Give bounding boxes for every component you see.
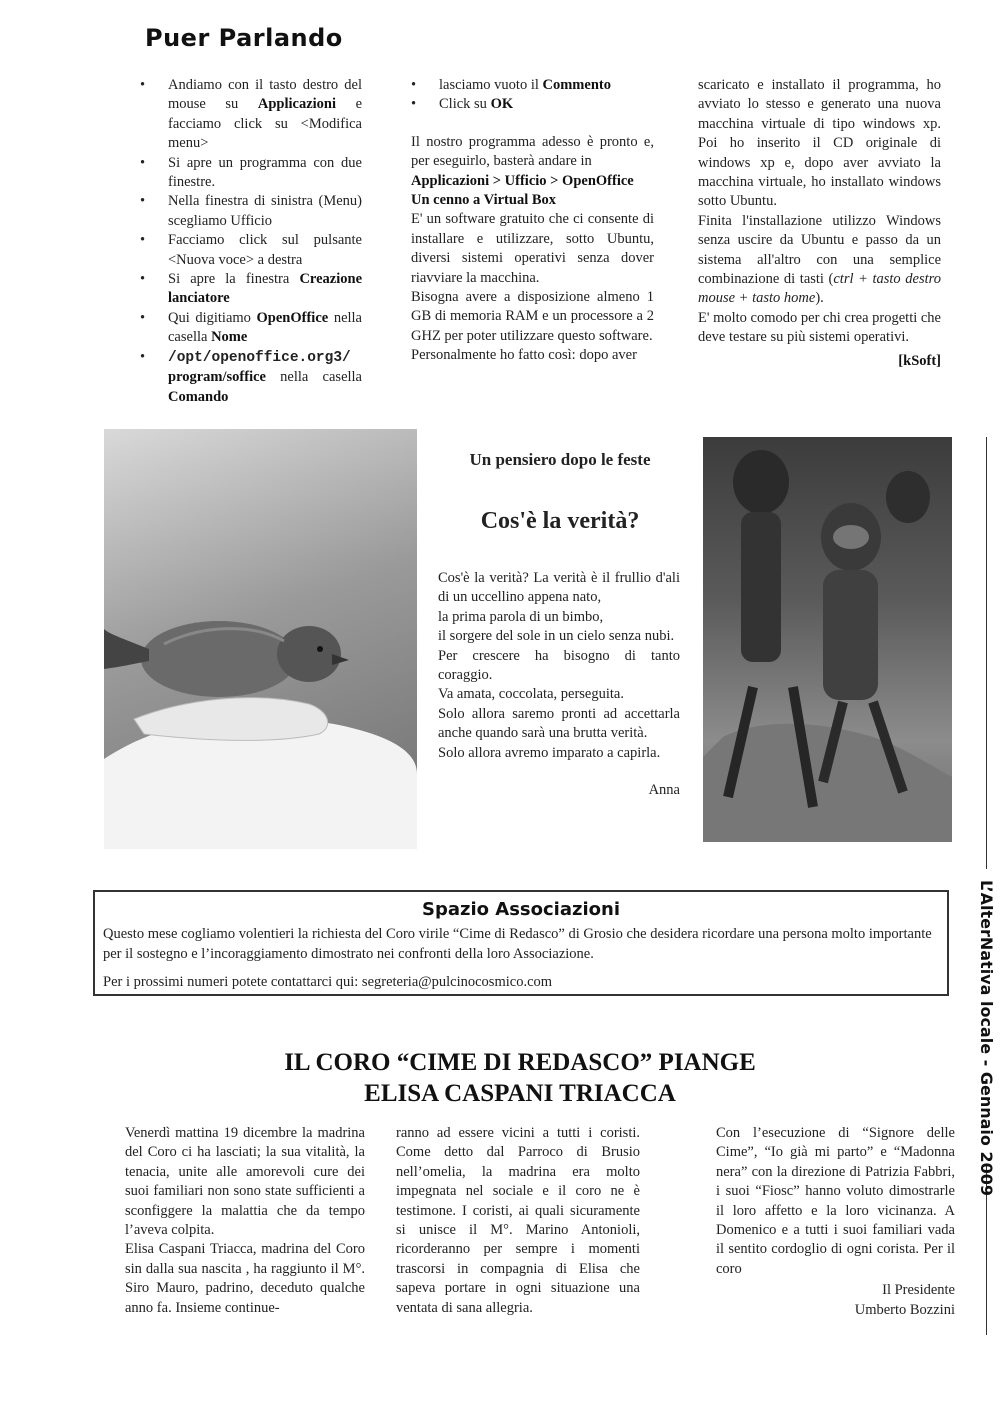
paragraph: scaricato e installato il programma, ho avviato lo stesso e generato una nuova macchina virtuale di tipo windows xp. Poi ho inserito il CD originale di windows xp e, dopo aver avviato la macchina virtuale, ho installato windows sotto Ubuntu. — [698, 77, 941, 210]
poem-author: Anna — [648, 782, 680, 799]
list-item: • Click su OK — [411, 95, 654, 114]
bird-on-hand-photo — [104, 429, 417, 849]
tech-article-col3 — [698, 76, 941, 371]
obituary-col1: Venerdì mattina 19 dicembre la madrina del Coro ci ha lasciati; la sua vitalità, la tenacia, unite alle amorevoli cure dei suoi familiari non sono state sufficienti a sconfiggere la malattia che da tempo l’aveva colpita. Elisa Caspani Triacca, madrina del Coro sin dalla sua nascita , ha raggiunto il M°. Siro Mauro, padrino, deceduto qualche anno fa. Insieme continue- — [125, 1125, 365, 1316]
list-item: • Nella finestra di sinistra (Menu) scegliamo Ufficio — [140, 192, 362, 231]
poem-line: la prima parola di un bimbo, — [438, 608, 604, 625]
list-item: • lasciamo vuoto il Commento — [411, 76, 654, 95]
tech-article-col1 — [140, 76, 362, 407]
paragraph: Bisogna avere a disposizione almeno 1 GB di memoria RAM e un processore a 2 GHZ per poter utilizzare questo software. — [411, 289, 654, 344]
obituary-col3: Con l’esecuzione di “Signore delle Cime”, “Io già mi parto” e “Madonna nera” con la direzione di Patrizia Fabbri, i suoi “Fiosc” hanno voluto dimostrarle il loro affetto e la loro vicinanza. A Domenico e a tutti i suoi familiari vada il sentito cordoglio di ogni corista. Per il coro Il Presidente Umberto Bozzini — [716, 1124, 955, 1320]
poem-line: Cos'è la verità? La verità è il frullio d'ali di un uccellino appena nato, — [438, 570, 680, 606]
associations-title: Spazio Associazioni — [422, 899, 620, 920]
sidebar-rule-top — [986, 437, 987, 869]
menu-path: Applicazioni > Ufficio > OpenOffice — [411, 172, 634, 189]
list-item: • Facciamo click sul pulsante <Nuova voce> a destra — [140, 231, 362, 270]
poem-line: Solo allora avremo imparato a capirla. — [438, 744, 661, 761]
section-title: Puer Parlando — [145, 24, 343, 52]
poem-line: Va amata, coccolata, perseguita. — [438, 686, 624, 703]
install-steps-list — [140, 76, 362, 407]
poem-body — [438, 569, 680, 800]
list-item: • Qui digitiamo OpenOffice nella casella Nome — [140, 309, 362, 348]
paragraph: E' molto comodo per chi crea progetti che deve testare su più sistemi operativi. — [698, 309, 941, 346]
tech-article-col2 — [411, 76, 654, 366]
install-steps-list-cont — [411, 76, 654, 115]
poem-line: Per crescere ha bisogno di tanto coraggio. — [438, 647, 680, 684]
paragraph: Il nostro programma adesso è pronto e, per eseguirlo, basterà andare in — [411, 133, 654, 170]
associations-text: Questo mese cogliamo volentieri la richiesta del Coro virile “Cime di Redasco” di Grosio che desidera ricordare una persona molto importante per il sostegno e l’incoraggiamento dimostrato nei confronti della loro Associazione. — [103, 926, 932, 962]
associations-contact: Per i prossimi numeri potete contattarci qui: segreteria@pulcinocosmico.com — [103, 974, 553, 990]
paragraph: E' un software gratuito che ci consente di installare e utilizzare, sotto Ubuntu, diversi sistemi operativi senza dover riavviare la macchina. — [411, 211, 654, 286]
paragraph: Finita l'installazione utilizzo Windows senza uscire da Ubuntu e passo da un sistema all'altro con una semplice combinazione di tasti (ctrl + tasto destro mouse + tasto home). — [698, 212, 941, 307]
signature-role: Il Presidente — [882, 1282, 955, 1299]
associations-box — [93, 890, 949, 996]
poem-kicker: Un pensiero dopo le feste — [469, 450, 651, 469]
children-illustration — [703, 437, 952, 842]
poem-title: Cos'è la verità? — [480, 508, 640, 534]
obituary-headline: IL CORO “CIME DI REDASCO” PIANGE ELISA CASPANI TRIACCA — [284, 1049, 756, 1107]
children-photo — [703, 437, 952, 842]
list-item: • Si apre la finestra Creazione lanciatore — [140, 270, 362, 309]
publication-sidebar: L’AlterNativa locale - Gennaio 2009 — [977, 880, 996, 1196]
signature-name: Umberto Bozzini — [854, 1301, 955, 1318]
list-item: • /opt/openoffice.org3/ program/soffice nella casella Comando — [140, 348, 362, 407]
poem-line: Solo allora saremo pronti ad accettarla anche quando sarà una brutta verità. — [438, 705, 680, 742]
poem-line: il sorgere del sole in un cielo senza nubi. — [438, 628, 675, 645]
obituary-col2: ranno ad essere vicini a tutti i coristi. Come detto dal Parroco di Brusio nell’omelia, la madrina era molto impegnata nel sociale e il coro ne è testimone. I coristi, ai quali sicuramente si unisce il M°. Marino Antonioli, ricorderanno per sempre i momenti trascorsi in compagnia di Elisa che sapeva portare in ogni situazione una ventata di sana allegria. — [396, 1125, 640, 1316]
paragraph: Personalmente ho fatto così: dopo aver — [411, 347, 637, 364]
list-item: • Andiamo con il tasto destro del mouse su Applicazioni e facciamo click su <Modifica menu> — [140, 76, 362, 154]
list-item: • Si apre un programma con due finestre. — [140, 154, 362, 193]
author: [kSoft] — [898, 352, 941, 369]
section-heading: Un cenno a Virtual Box — [411, 192, 557, 209]
bird-illustration — [104, 429, 417, 849]
